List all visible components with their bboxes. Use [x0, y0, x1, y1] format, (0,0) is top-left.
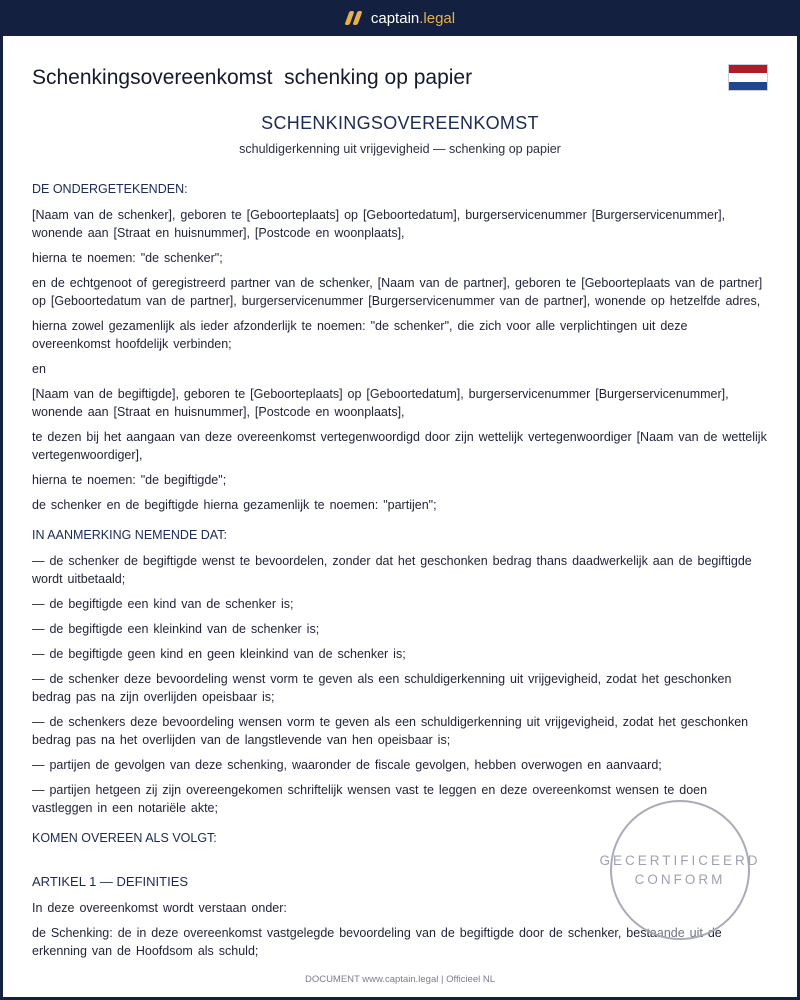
- recital-item: — de schenker de begiftigde wenst te bevoordelen, zonder dat het geschonken bedrag thans daadwerkelijk aan de begiftigde wordt uitbetaald;: [32, 554, 752, 586]
- party-paragraph: [Naam van de schenker], geboren te [Geboorteplaats] op [Geboortedatum], burgerservicenummer [Burgerservicenummer], wonende aan [Straat en huisnummer], [Postcode en woonplaats],: [32, 208, 726, 240]
- nl-flag-icon: [728, 64, 768, 91]
- stamp-line-1: GECERTIFICEERD: [599, 853, 761, 868]
- party-paragraph: hierna te noemen: "de begiftigde";: [32, 473, 227, 487]
- brand-name-tld: .legal: [419, 9, 456, 27]
- brand-name-main: captain: [370, 9, 420, 27]
- party-paragraph: hierna te noemen: "de schenker";: [32, 251, 223, 265]
- page-header: [32, 66, 768, 96]
- captain-logo-icon: [345, 11, 363, 25]
- brand-name: [371, 10, 455, 27]
- page-footer: DOCUMENT www.captain.legal | Officieel NL: [304, 974, 496, 985]
- parties-list: [32, 206, 768, 514]
- section-heading-agree: KOMEN OVEREEN ALS VOLGT:: [32, 831, 217, 845]
- recital-item: — partijen hetgeen zij zijn overeengekomen schriftelijk wensen vast te leggen en deze overeenkomst wensen te doen vastleggen in een notariële akte;: [32, 783, 708, 815]
- party-paragraph: te dezen bij het aangaan van deze overeenkomst vertegenwoordigd door zijn wettelijk vertegenwoordiger [Naam van de wettelijk vertegenwoordiger],: [32, 430, 767, 462]
- definition-item: de Schenking: de in deze overeenkomst vastgelegde bevoordeling van de begiftigde door de schenker, bestaande uit de erkenning van de Hoofdsom als schuld;: [32, 926, 722, 958]
- document-subtitle: schuldigerkenning uit vrijgevigheid — schenking op papier: [239, 142, 561, 156]
- brand-logo[interactable]: [345, 10, 455, 27]
- article-1-title: ARTIKEL 1 — DEFINITIES: [32, 874, 189, 889]
- party-paragraph: en: [32, 362, 46, 376]
- recital-item: — de schenkers deze bevoordeling wensen vorm te geven als een schuldigerkenning uit vrijgevigheid, zodat het geschonken bedrag pas na het overlijden van de langstlevende van hen opeisbaar is;: [32, 715, 749, 747]
- section-heading-parties: DE ONDERGETEKENDEN:: [32, 182, 188, 196]
- recital-item: — de schenker deze bevoordeling wenst vorm te geven als een schuldigerkenning uit vrijgevigheid, zodat het geschonken bedrag pas na zijn overlijden opeisbaar is;: [32, 672, 732, 704]
- page-title: Schenkingsovereenkomst schenking op papier: [32, 66, 473, 89]
- party-paragraph: en de echtgenoot of geregistreerd partner van de schenker, [Naam van de partner], geboren te [Geboorteplaats van de partner] op [Geboortedatum van de partner], burgerservicenummer [Burgerservicenummer van de partner], wonende op hetzelfde adres,: [32, 276, 763, 308]
- stamp-line-2: CONFORM: [634, 872, 726, 887]
- recital-item: — partijen de gevolgen van deze schenking, waaronder de fiscale gevolgen, hebben overwogen en aanvaard;: [32, 758, 662, 772]
- party-paragraph: hierna zowel gezamenlijk als ieder afzonderlijk te noemen: "de schenker", die zich voor alle verplichtingen uit deze overeenkomst hoofdelijk verbinden;: [32, 319, 688, 351]
- recital-item: — de begiftigde een kind van de schenker is;: [32, 597, 294, 611]
- recital-item: — de begiftigde een kleinkind van de schenker is;: [32, 622, 320, 636]
- party-paragraph: [Naam van de begiftigde], geboren te [Geboorteplaats] op [Geboortedatum], burgerservicenummer [Burgerservicenummer], wonende aan [Straat en huisnummer], [Postcode en woonplaats],: [32, 387, 729, 419]
- document-page: [3, 36, 797, 997]
- document-title: SCHENKINGSOVEREENKOMST: [261, 113, 539, 133]
- top-bar: [0, 0, 800, 36]
- section-heading-recitals: IN AANMERKING NEMENDE DAT:: [32, 528, 227, 542]
- party-paragraph: de schenker en de begiftigde hierna gezamenlijk te noemen: "partijen";: [32, 498, 437, 512]
- recital-item: — de begiftigde geen kind en geen kleinkind van de schenker is;: [32, 647, 406, 661]
- article-1-intro: In deze overeenkomst wordt verstaan onder:: [32, 901, 287, 915]
- certified-stamp: [599, 800, 761, 940]
- recitals-list: [32, 552, 768, 817]
